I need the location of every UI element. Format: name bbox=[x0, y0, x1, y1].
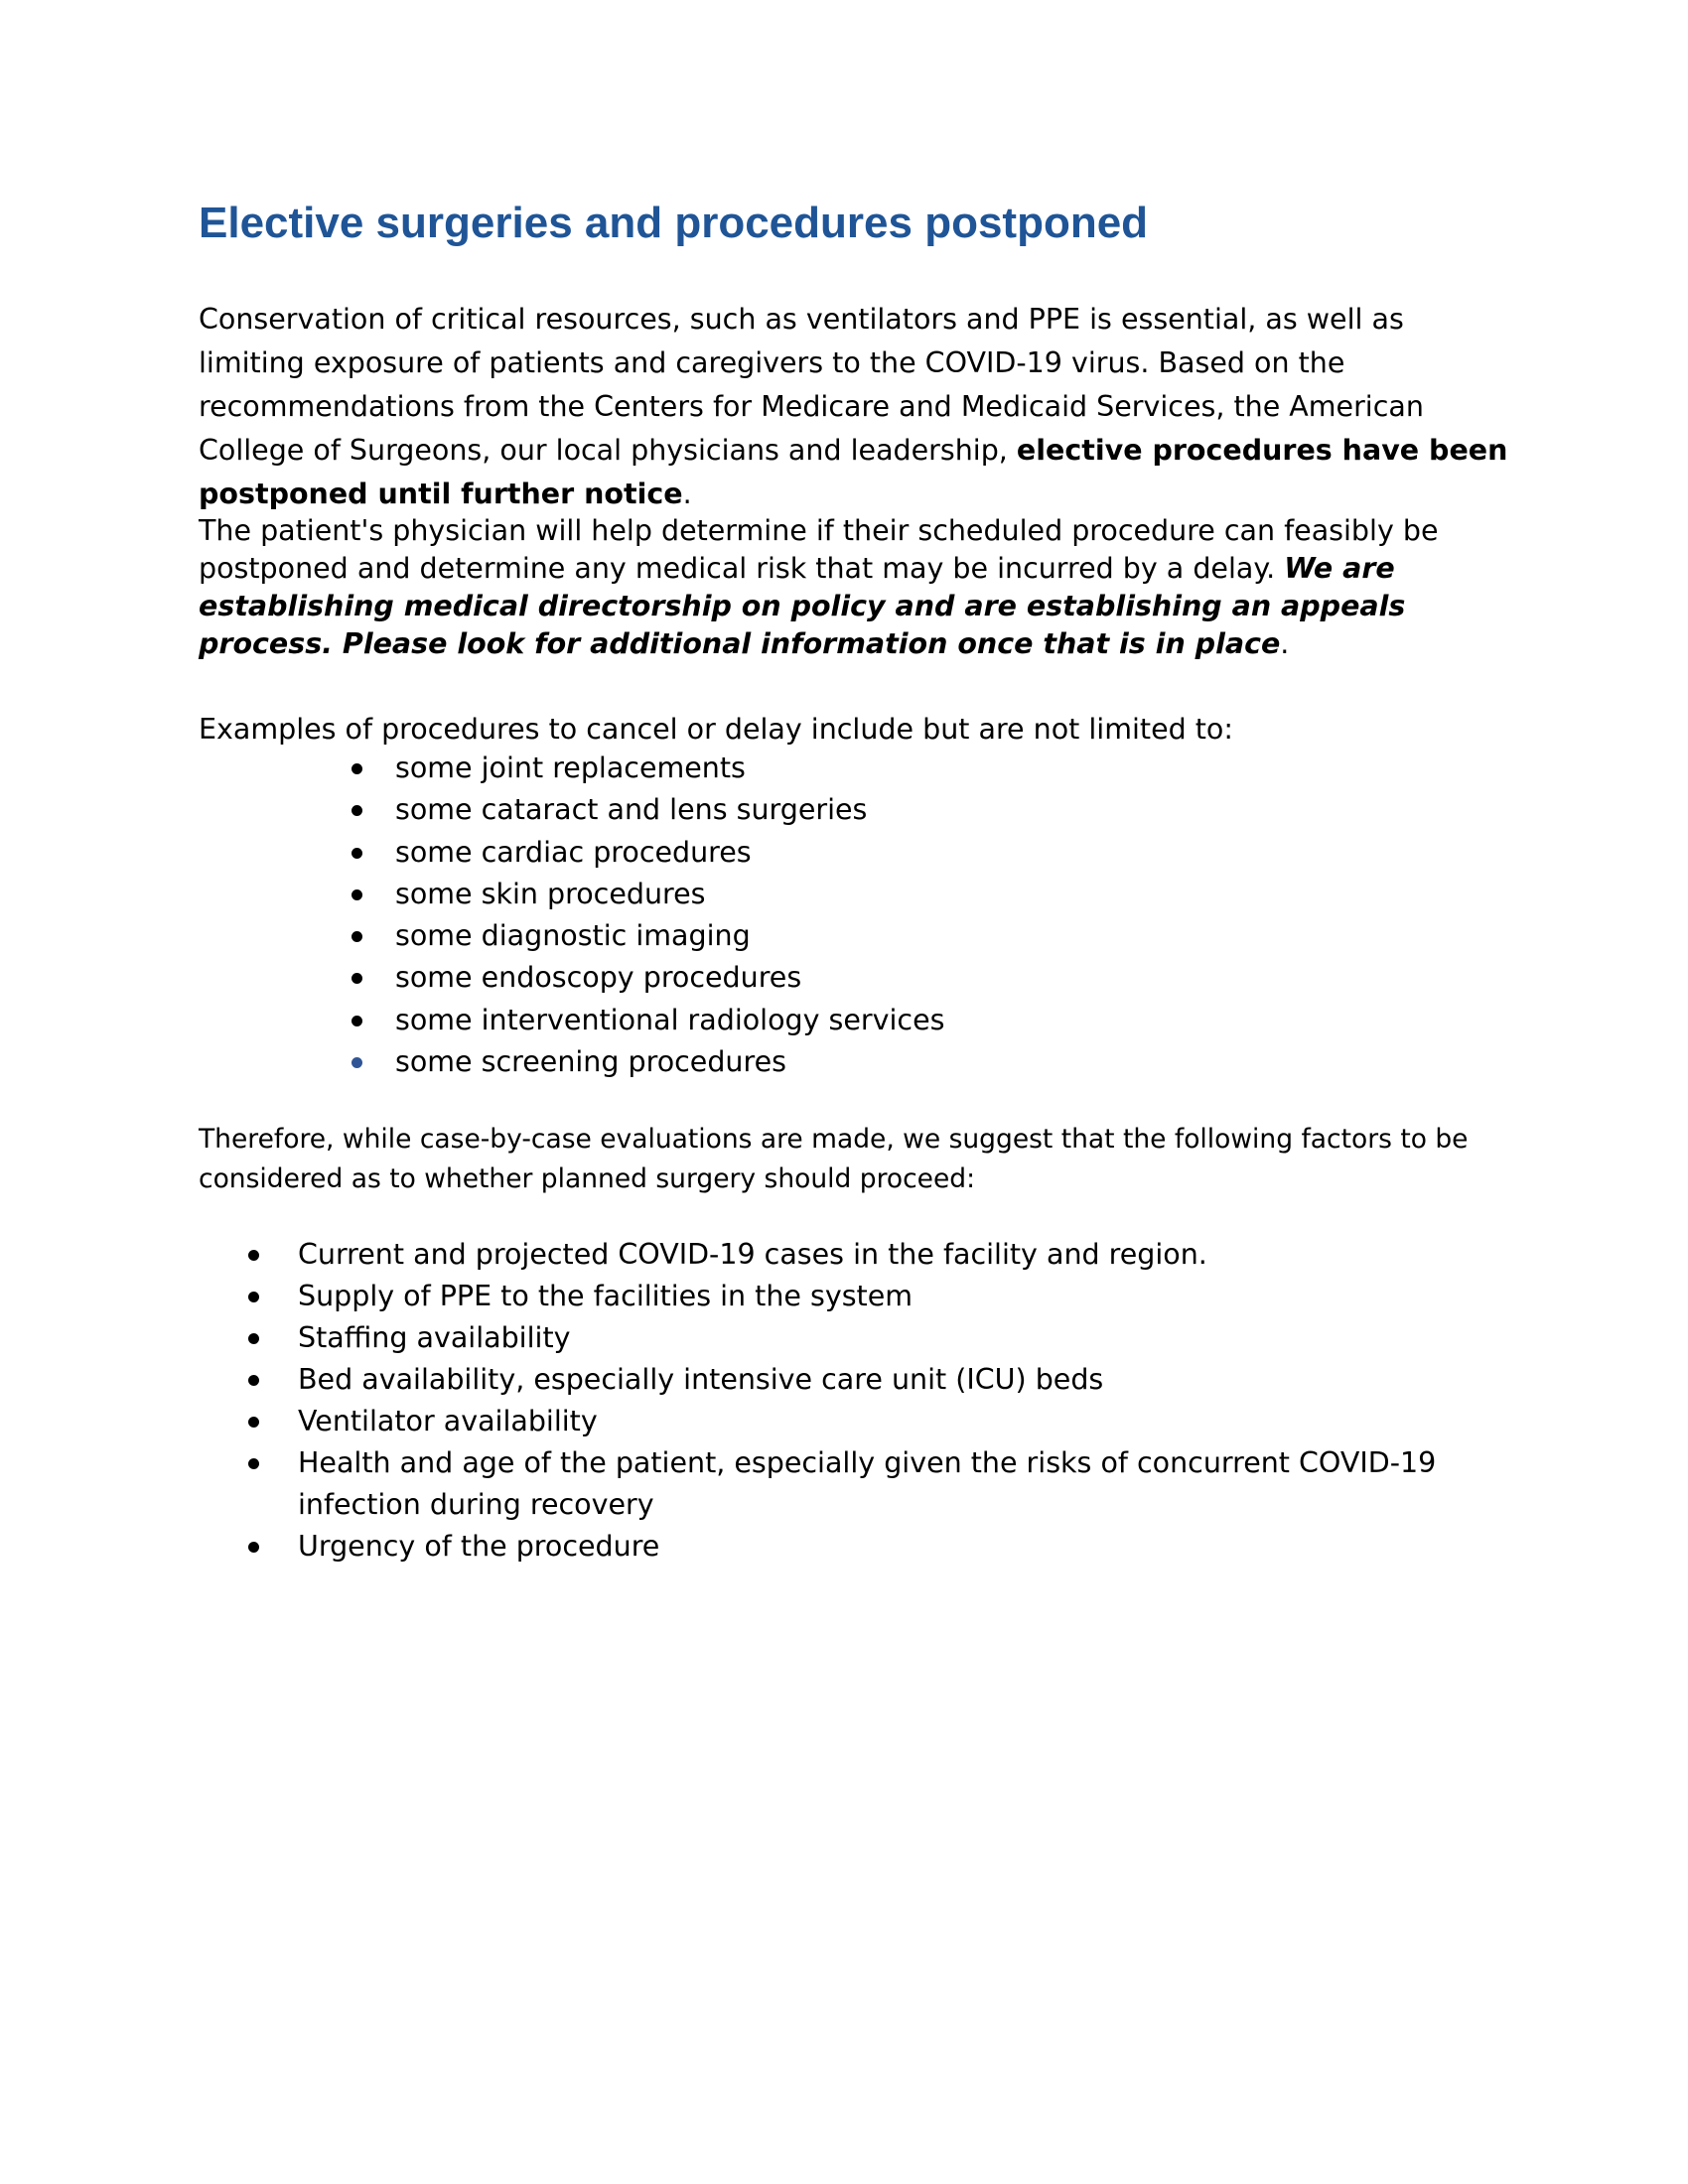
list-item bbox=[352, 957, 944, 999]
list-item bbox=[352, 874, 944, 915]
paragraph-physician bbox=[199, 512, 1509, 663]
bullet-icon bbox=[248, 1333, 259, 1344]
paragraph-resources-text: Conservation of critical resources, such as ventilators and PPE is essential, as well as limiting exposure of patients and caregivers to the COVID-19 virus. Based on the recommendations from the Centers for Medicare and Medicaid Services, the American College of Surgeons, our local physicians and leadership, bbox=[199, 303, 1424, 467]
list-item bbox=[352, 1000, 944, 1041]
factors-list bbox=[248, 1234, 1440, 1568]
list-item-text: some screening procedures bbox=[395, 1045, 786, 1079]
list-item bbox=[352, 789, 944, 831]
list-item-text: some endoscopy procedures bbox=[395, 961, 802, 995]
list-item-text: some diagnostic imaging bbox=[395, 919, 751, 953]
bullet-icon bbox=[248, 1292, 259, 1302]
list-item-text: Supply of PPE to the facilities in the system bbox=[298, 1280, 914, 1312]
list-item-text: some joint replacements bbox=[395, 751, 746, 784]
bullet-icon bbox=[352, 848, 362, 859]
list-item bbox=[248, 1401, 1440, 1442]
list-item-text: Health and age of the patient, especially given the risks of concurrent COVID-19 infection during recovery bbox=[298, 1446, 1437, 1521]
paragraph-physician-text: The patient's physician will help determine if their scheduled procedure can feasibly be postponed and determine any medical risk that may be incurred by a delay. bbox=[199, 514, 1439, 585]
bullet-icon bbox=[248, 1250, 259, 1261]
procedures-list bbox=[352, 748, 944, 1083]
bullet-icon bbox=[248, 1417, 259, 1428]
list-item bbox=[352, 748, 944, 789]
bullet-icon bbox=[248, 1542, 259, 1553]
list-item bbox=[352, 832, 944, 874]
list-item-text: some cataract and lens surgeries bbox=[395, 793, 868, 827]
list-item-text: Ventilator availability bbox=[298, 1405, 598, 1437]
paragraph-resources-bold: elective procedures have been postponed until further notice bbox=[199, 434, 1508, 510]
list-item bbox=[248, 1442, 1440, 1526]
bullet-icon bbox=[352, 1057, 362, 1068]
list-item bbox=[352, 1041, 944, 1083]
bullet-icon bbox=[352, 805, 362, 816]
paragraph-physician-end: . bbox=[1280, 627, 1290, 660]
bullet-icon bbox=[352, 1016, 362, 1026]
paragraph-resources-end: . bbox=[682, 478, 692, 510]
paragraph-examples-intro: Examples of procedures to cancel or delay include but are not limited to: bbox=[199, 713, 1233, 746]
paragraph-factors-intro: Therefore, while case-by-case evaluations are made, we suggest that the following factors to be considered as to whether planned surgery should proceed: bbox=[199, 1124, 1469, 1194]
list-item bbox=[248, 1234, 1440, 1276]
list-item bbox=[248, 1317, 1440, 1359]
list-item-text: Urgency of the procedure bbox=[298, 1530, 660, 1563]
list-item-text: Bed availability, especially intensive care unit (ICU) beds bbox=[298, 1363, 1104, 1396]
bullet-icon bbox=[352, 931, 362, 942]
paragraph-resources bbox=[199, 298, 1509, 516]
bullet-icon bbox=[248, 1458, 259, 1469]
list-item-text: some skin procedures bbox=[395, 877, 706, 910]
list-item bbox=[248, 1359, 1440, 1401]
bullet-icon bbox=[352, 763, 362, 774]
bullet-icon bbox=[248, 1375, 259, 1386]
bullet-icon bbox=[352, 973, 362, 984]
list-item bbox=[248, 1526, 1440, 1568]
list-item-text: Staffing availability bbox=[298, 1321, 571, 1354]
list-item-text: some interventional radiology services bbox=[395, 1003, 945, 1036]
list-item bbox=[352, 915, 944, 957]
list-item-text: Current and projected COVID-19 cases in the facility and region. bbox=[298, 1238, 1207, 1271]
list-item bbox=[248, 1276, 1440, 1317]
page-title: Elective surgeries and procedures postponed bbox=[199, 199, 1149, 247]
paragraph-physician-bold-italic: We are establishing medical directorship on policy and are establishing an appeals process. Please look for additional information once that is in place bbox=[199, 552, 1406, 660]
list-item-text: some cardiac procedures bbox=[395, 835, 752, 869]
bullet-icon bbox=[352, 889, 362, 900]
